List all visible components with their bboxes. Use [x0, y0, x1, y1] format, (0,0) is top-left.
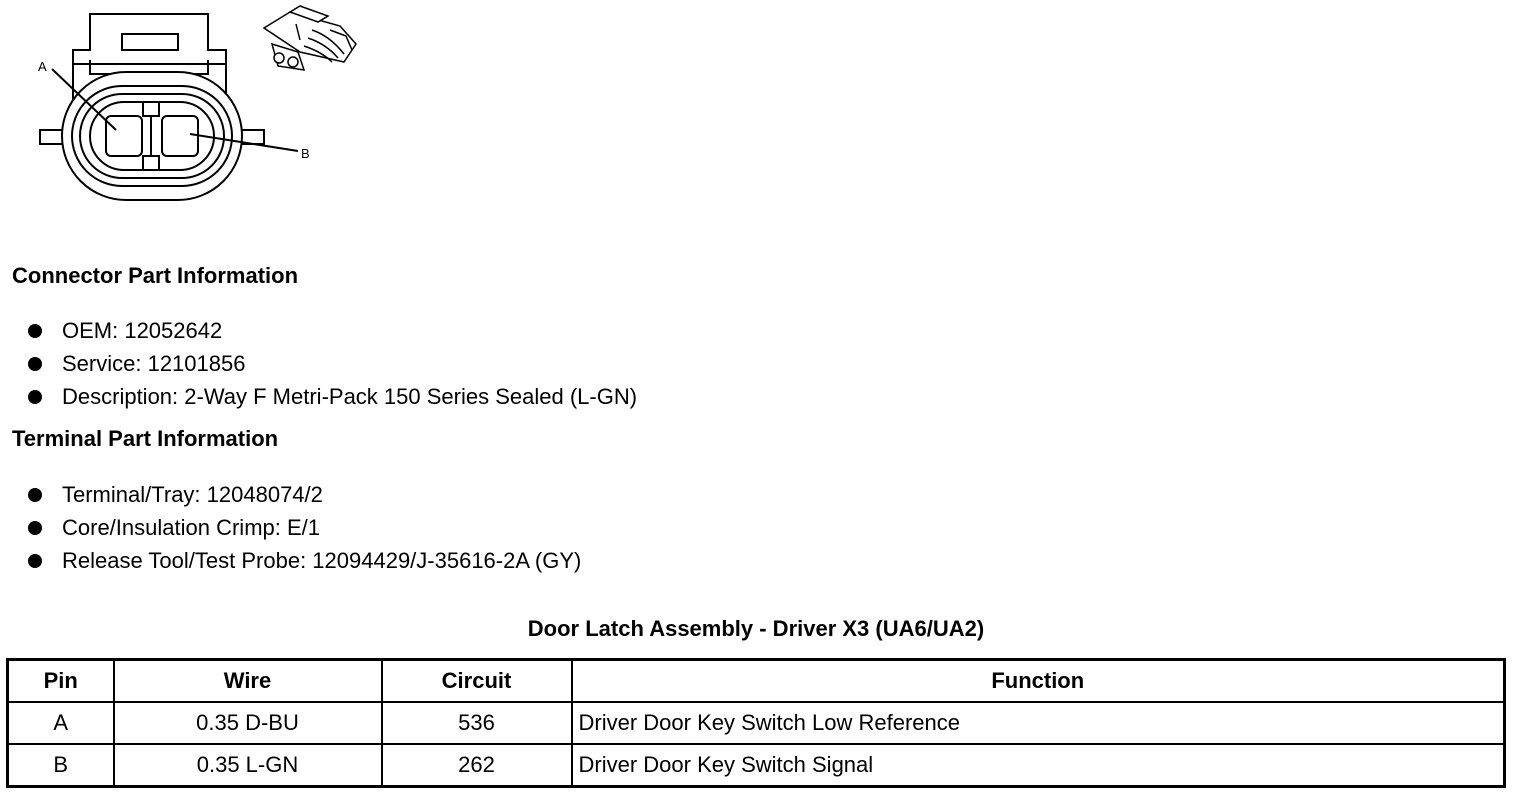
header-pin: Pin: [8, 660, 114, 703]
table-row: [8, 744, 1505, 787]
cell-wire: 0.35 D-BU: [114, 702, 382, 744]
bullet-icon: [28, 488, 42, 502]
bullet-icon: [28, 390, 42, 404]
cell-pin: B: [8, 744, 114, 787]
cell-function: Driver Door Key Switch Signal: [572, 744, 1505, 787]
table-row: [8, 702, 1505, 744]
isometric-connector-icon: [264, 6, 356, 70]
list-item: Terminal/Tray: 12048074/2: [28, 478, 581, 511]
table-header-row: [8, 660, 1505, 703]
header-function: Function: [572, 660, 1505, 703]
pinout-table: [6, 658, 1506, 788]
list-item: Core/Insulation Crimp: E/1: [28, 511, 581, 544]
connector-info-list: [28, 314, 637, 413]
header-wire: Wire: [114, 660, 382, 703]
terminal-info-heading: Terminal Part Information: [12, 426, 279, 451]
pin-b-callout: B: [301, 146, 310, 161]
list-item: Service: 12101856: [28, 347, 637, 380]
table-title: Door Latch Assembly - Driver X3 (UA6/UA2): [527, 616, 985, 641]
cell-function: Driver Door Key Switch Low Reference: [572, 702, 1505, 744]
list-item: OEM: 12052642: [28, 314, 637, 347]
cell-wire: 0.35 L-GN: [114, 744, 382, 787]
connector-info-heading: Connector Part Information: [12, 263, 299, 288]
connector-diagram: [0, 0, 420, 230]
bullet-icon: [28, 357, 42, 371]
bullet-icon: [28, 324, 42, 338]
bullet-icon: [28, 521, 42, 535]
list-item: Description: 2-Way F Metri-Pack 150 Series Sealed (L-GN): [28, 380, 637, 413]
list-item: Release Tool/Test Probe: 12094429/J-35616-2A (GY): [28, 544, 581, 577]
terminal-info-list: [28, 478, 581, 577]
pin-a-callout: A: [38, 59, 47, 74]
cell-circuit: 536: [382, 702, 572, 744]
cell-pin: A: [8, 702, 114, 744]
bullet-icon: [28, 554, 42, 568]
cell-circuit: 262: [382, 744, 572, 787]
header-circuit: Circuit: [382, 660, 572, 703]
